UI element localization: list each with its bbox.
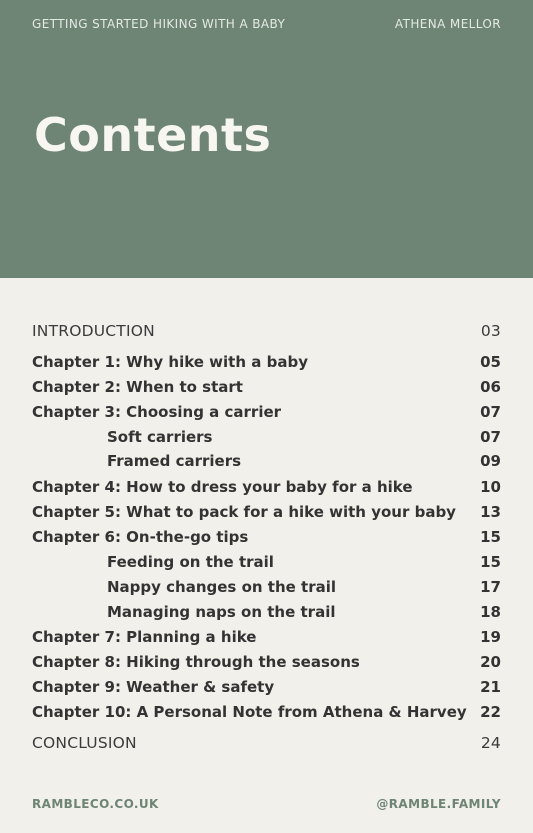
toc-entry-page: 24 [480,734,501,752]
toc-entry-page: 17 [480,578,501,596]
toc-entry-label: CONCLUSION [32,734,137,752]
toc-entry-label: Managing naps on the trail [107,603,336,621]
toc-chapter-2[interactable] [32,376,501,398]
toc-entry-label: Chapter 7: Planning a hike [32,628,257,646]
author-name-text: ATHENA MELLOR [394,17,501,31]
toc-entry-page: 21 [480,678,501,696]
toc-chapter-5[interactable] [32,501,501,523]
toc-entry-page: 06 [480,378,501,396]
social-handle[interactable]: @RAMBLE.FAMILY [376,797,501,811]
toc-entry-label: Chapter 1: Why hike with a baby [32,353,308,371]
toc-entry-label: Chapter 10: A Personal Note from Athena & Harvey [32,703,467,721]
toc-entry-label: Chapter 9: Weather & safety [32,678,275,696]
toc-conclusion[interactable] [32,732,501,754]
toc-entry-page: 09 [480,452,501,470]
toc-subsection-nappy-changes[interactable] [32,576,501,598]
toc-subsection-managing-naps[interactable] [32,601,501,623]
toc-entry-label: Chapter 6: On-the-go tips [32,528,249,546]
book-title-text: GETTING STARTED HIKING WITH A BABY [32,17,286,31]
toc-chapter-9[interactable] [32,676,501,698]
toc-entry-label: Nappy changes on the trail [107,578,337,596]
toc-entry-page: 22 [480,703,501,721]
toc-entry-label: Chapter 2: When to start [32,378,243,396]
toc-entry-page: 18 [480,603,501,621]
toc-entry-page: 15 [480,528,501,546]
toc-entry-label: INTRODUCTION [32,322,155,340]
toc-entry-page: 13 [480,503,501,521]
toc-subsection-soft-carriers[interactable] [32,426,501,448]
toc-chapter-8[interactable] [32,651,501,673]
toc-subsection-framed-carriers[interactable] [32,450,501,472]
toc-introduction[interactable] [32,320,501,342]
header-banner [0,0,533,278]
toc-entry-label: Chapter 5: What to pack for a hike with your baby [32,503,456,521]
toc-entry-page: 20 [480,653,501,671]
toc-entry-page: 05 [480,353,501,371]
toc-chapter-7[interactable] [32,626,501,648]
page-title: Contents [34,108,272,162]
website-link[interactable]: RAMBLECO.CO.UK [32,797,159,811]
footer [32,797,501,811]
toc-entry-page: 03 [480,322,501,340]
toc-chapter-1[interactable] [32,351,501,373]
toc-entry-label: Chapter 4: How to dress your baby for a hike [32,478,413,496]
toc-subsection-feeding[interactable] [32,551,501,573]
toc-entry-label: Chapter 8: Hiking through the seasons [32,653,360,671]
toc-chapter-3[interactable] [32,401,501,423]
header-top-bar [32,17,501,31]
toc-entry-page: 19 [480,628,501,646]
toc-chapter-4[interactable] [32,476,501,498]
toc-entry-page: 07 [480,403,501,421]
toc-entry-label: Chapter 3: Choosing a carrier [32,403,282,421]
toc-entry-page: 07 [480,428,501,446]
toc-entry-label: Feeding on the trail [107,553,274,571]
toc-entry-label: Framed carriers [107,452,242,470]
toc-entry-page: 15 [480,553,501,571]
toc-chapter-10[interactable] [32,701,501,723]
toc-entry-page: 10 [480,478,501,496]
toc-entry-label: Soft carriers [107,428,213,446]
toc-chapter-6[interactable] [32,526,501,548]
